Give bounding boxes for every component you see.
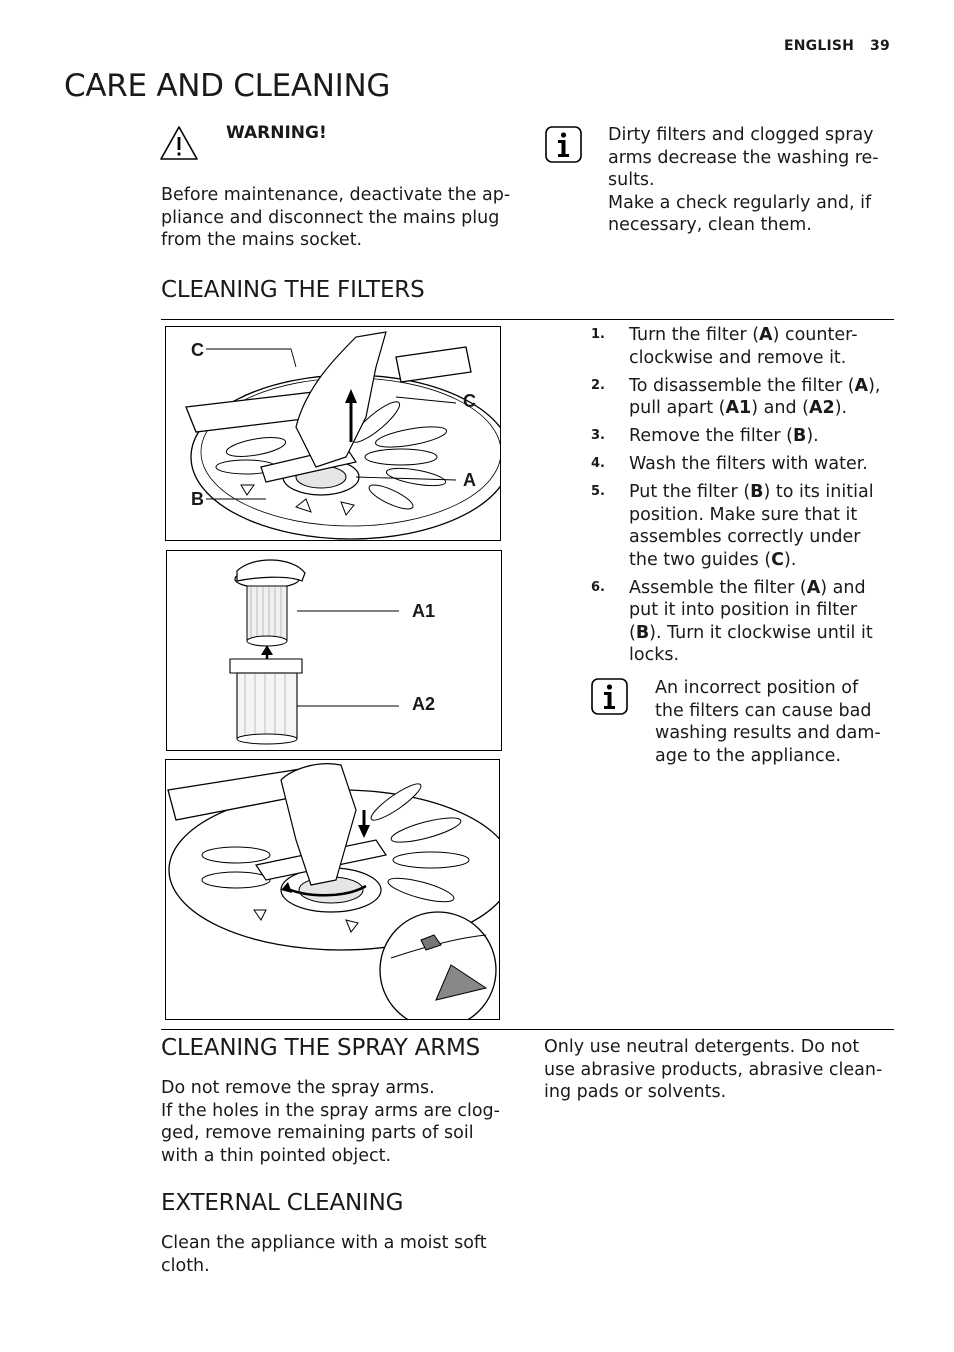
filter-step <box>591 577 891 667</box>
info-icon <box>591 678 628 715</box>
label-c-left: C <box>191 340 204 360</box>
filter-step <box>591 375 891 420</box>
filter-note-text: An incorrect position of the filters can cause bad washing results and dam- age to the appliance. <box>655 678 881 766</box>
part-reference: A <box>806 577 821 598</box>
external-text: Clean the appliance with a moist soft cloth. <box>161 1233 487 1276</box>
part-reference: B <box>750 482 764 502</box>
section-rule <box>161 1029 894 1030</box>
label-a: A <box>463 470 476 490</box>
section-heading-filters: CLEANING THE FILTERS <box>161 277 425 303</box>
filter-steps-list <box>591 324 891 672</box>
figure-filter-removal <box>165 326 501 541</box>
part-reference: B <box>635 622 650 643</box>
section-rule <box>161 319 894 320</box>
step-text: Wash the filters with water. <box>629 454 868 474</box>
warning-label: WARNING! <box>226 123 327 143</box>
filter-step <box>591 425 891 448</box>
step-number: 3. <box>591 428 605 443</box>
step-text: To disassemble the filter (A), pull apart (A1) and (A2). <box>629 375 881 418</box>
spray-arms-text: Do not remove the spray arms. If the holes in the spray arms are clog- ged, remove remaining parts of soil with a thin pointed object. <box>161 1078 500 1166</box>
label-c-right: C <box>463 391 476 411</box>
step-number: 5. <box>591 484 605 499</box>
part-reference: A2 <box>808 398 835 418</box>
step-number: 2. <box>591 377 605 393</box>
warning-text: Before maintenance, deactivate the ap- pliance and disconnect the mains plug from the mains socket. <box>161 185 511 250</box>
spray-arms-right-text: Only use neutral detergents. Do not use abrasive products, abrasive clean- ing pads or solvents. <box>544 1037 883 1102</box>
language-label: ENGLISH <box>784 38 855 54</box>
part-reference: C <box>771 549 785 570</box>
filter-step <box>591 453 891 476</box>
part-reference: A <box>854 375 869 396</box>
step-text: Turn the filter (A) counter- clockwise and remove it. <box>629 325 858 368</box>
page-title: CARE AND CLEANING <box>64 68 391 104</box>
step-text: Remove the filter (B). <box>629 426 819 446</box>
section-heading-external: EXTERNAL CLEANING <box>161 1190 404 1216</box>
label-a2: A2 <box>412 694 436 714</box>
section-heading-spray-arms: CLEANING THE SPRAY ARMS <box>161 1035 481 1061</box>
figure-filter-installation <box>165 759 500 1020</box>
part-reference: A1 <box>725 398 752 418</box>
label-a1: A1 <box>412 601 436 621</box>
step-number: 6. <box>591 579 605 595</box>
step-text: Put the filter (B) to its initial position. Make sure that it assembles correctly under the two guides (C). <box>629 482 874 570</box>
step-text: Assemble the filter (A) and put it into position in filter (B). Turn it clockwise until it locks. <box>629 577 873 665</box>
step-number: 4. <box>591 456 605 471</box>
figure-filter-disassembly <box>166 550 502 751</box>
warning-triangle-icon <box>158 124 200 162</box>
part-reference: B <box>792 426 807 446</box>
label-b: B <box>191 489 204 509</box>
filter-step <box>591 481 891 571</box>
part-reference: A <box>759 325 773 345</box>
filter-step <box>591 324 891 369</box>
page-number: 39 <box>870 38 890 54</box>
info-top-text: Dirty filters and clogged spray arms decrease the washing re- sults. Make a check regularly and, if necessary, clean them. <box>608 125 879 235</box>
info-icon <box>545 126 582 163</box>
step-number: 1. <box>591 327 605 342</box>
